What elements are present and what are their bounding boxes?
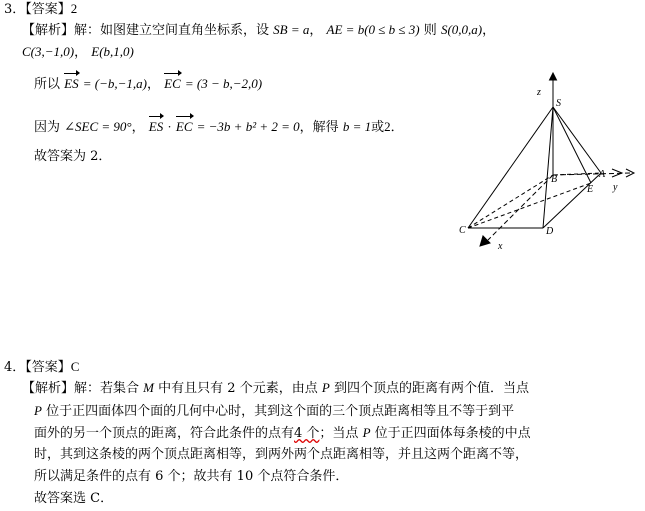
q4-analysis-line-4: 时，其到这条棱的两个顶点距离相等，到两外两个点距离相等，并且这两个距离不等， — [34, 447, 529, 462]
q4-analysis-line-2 — [34, 402, 514, 421]
edge-cb — [468, 175, 553, 228]
q3-b1: b = 1 — [342, 119, 372, 134]
q3-so-label: 所以 — [34, 77, 61, 92]
label-s: S — [556, 98, 561, 109]
q3-because-label: 因为 — [34, 120, 61, 135]
q3-dot-symbol: · — [167, 119, 172, 134]
q3-s-coordinate: S(0,0,a) — [440, 22, 483, 37]
q3-e-coordinate: E(b,1,0) — [91, 44, 134, 59]
q4-analysis-line-1 — [22, 379, 529, 398]
edge-sd — [543, 107, 553, 228]
q3-dot-result: = −3b + b² + 2 = 0 — [196, 119, 300, 134]
q3-b2: 2 — [384, 119, 391, 134]
q3-separator: ， — [146, 77, 160, 92]
q4-line3-count: 4 个 — [294, 426, 320, 441]
q4-analysis-line-3 — [34, 424, 531, 443]
label-a: A — [599, 169, 606, 180]
q4-line3-c: 位于正四面体每条棱的中点 — [374, 426, 531, 441]
label-y: y — [613, 182, 618, 193]
z-axis-arrowhead — [550, 73, 557, 80]
q4-point-p: P — [321, 380, 330, 395]
q3-separator: ， — [131, 120, 145, 135]
q3-number: 3． — [4, 2, 26, 17]
q3-conclusion: 故答案为 2． — [34, 149, 112, 164]
q3-answer-tag: 【答案】 — [25, 2, 71, 17]
label-b: B — [551, 174, 558, 185]
q4-analysis-line-5: 所以满足条件的点有 6 个；故共有 10 个点符合条件． — [34, 469, 349, 484]
label-c: C — [459, 225, 466, 236]
q3-ec-value: = (3 − b,−2,0) — [184, 76, 263, 91]
q4-answer-value: C — [70, 359, 80, 374]
q4-line3-b: ；当点 — [319, 426, 359, 441]
label-z: z — [537, 87, 541, 98]
q3-solve-text: ，解得 — [299, 120, 339, 135]
q3-dot-vector-ec: EC — [175, 119, 193, 134]
q4-answer-tag: 【答案】 — [25, 360, 71, 375]
q4-line1-c: 到四个顶点的距离有两个值．当点 — [333, 381, 529, 396]
q3-then: 则 — [423, 23, 437, 38]
q4-answer-line — [4, 358, 79, 377]
q4-point-p: P — [34, 403, 42, 418]
q4-line3-a: 面外的另一个顶点的距离，符合此条件的点有 — [34, 426, 295, 441]
edge-sa — [553, 107, 601, 173]
q3-sb-equation: SB = a — [273, 22, 310, 37]
q4-analysis-tag: 【解析】 — [22, 381, 75, 396]
x-axis-arrowhead — [480, 236, 490, 246]
edge-sc — [468, 107, 553, 228]
q3-or: 或 — [371, 120, 385, 135]
q3-vector-es: ES — [64, 76, 79, 91]
q4-point-p: P — [362, 425, 371, 440]
q3-answer-value: 2 — [70, 1, 78, 16]
q3-es-value: = (−b,−1,a) — [82, 76, 147, 91]
label-e: E — [587, 184, 594, 195]
label-d: D — [546, 226, 554, 237]
q3-separator: ， — [482, 23, 496, 38]
q3-separator: ， — [74, 45, 88, 60]
q4-line1-a: 解：若集合 — [74, 381, 140, 396]
q3-vector-ec: EC — [164, 76, 181, 91]
x-axis — [488, 175, 553, 240]
q3-angle-equation: ∠SEC = 90° — [64, 119, 132, 134]
label-x: x — [498, 241, 503, 252]
q4-line2-text: 位于正四面体四个面的几何中心时，其到这个面的三个顶点距离相等且不等于到平 — [46, 404, 515, 419]
q4-number: 4． — [4, 360, 26, 375]
q4-conclusion: 故答案选 C． — [34, 491, 114, 506]
q3-analysis-intro: 解：如图建立空间直角坐标系，设 — [74, 23, 270, 38]
q3-dot-vector-es: ES — [148, 119, 164, 134]
q4-line1-b: 中有且只有 2 个元素，由点 — [158, 381, 318, 396]
q3-c-coordinate: C(3,−1,0) — [22, 44, 75, 59]
q3-separator: ， — [309, 23, 323, 38]
q3-analysis-tag: 【解析】 — [22, 23, 75, 38]
q4-set-m: M — [143, 380, 155, 395]
q3-period: ． — [390, 120, 404, 135]
segment-se — [553, 107, 591, 183]
q3-ae-equation: AE = b(0 ≤ b ≤ 3) — [326, 22, 420, 37]
